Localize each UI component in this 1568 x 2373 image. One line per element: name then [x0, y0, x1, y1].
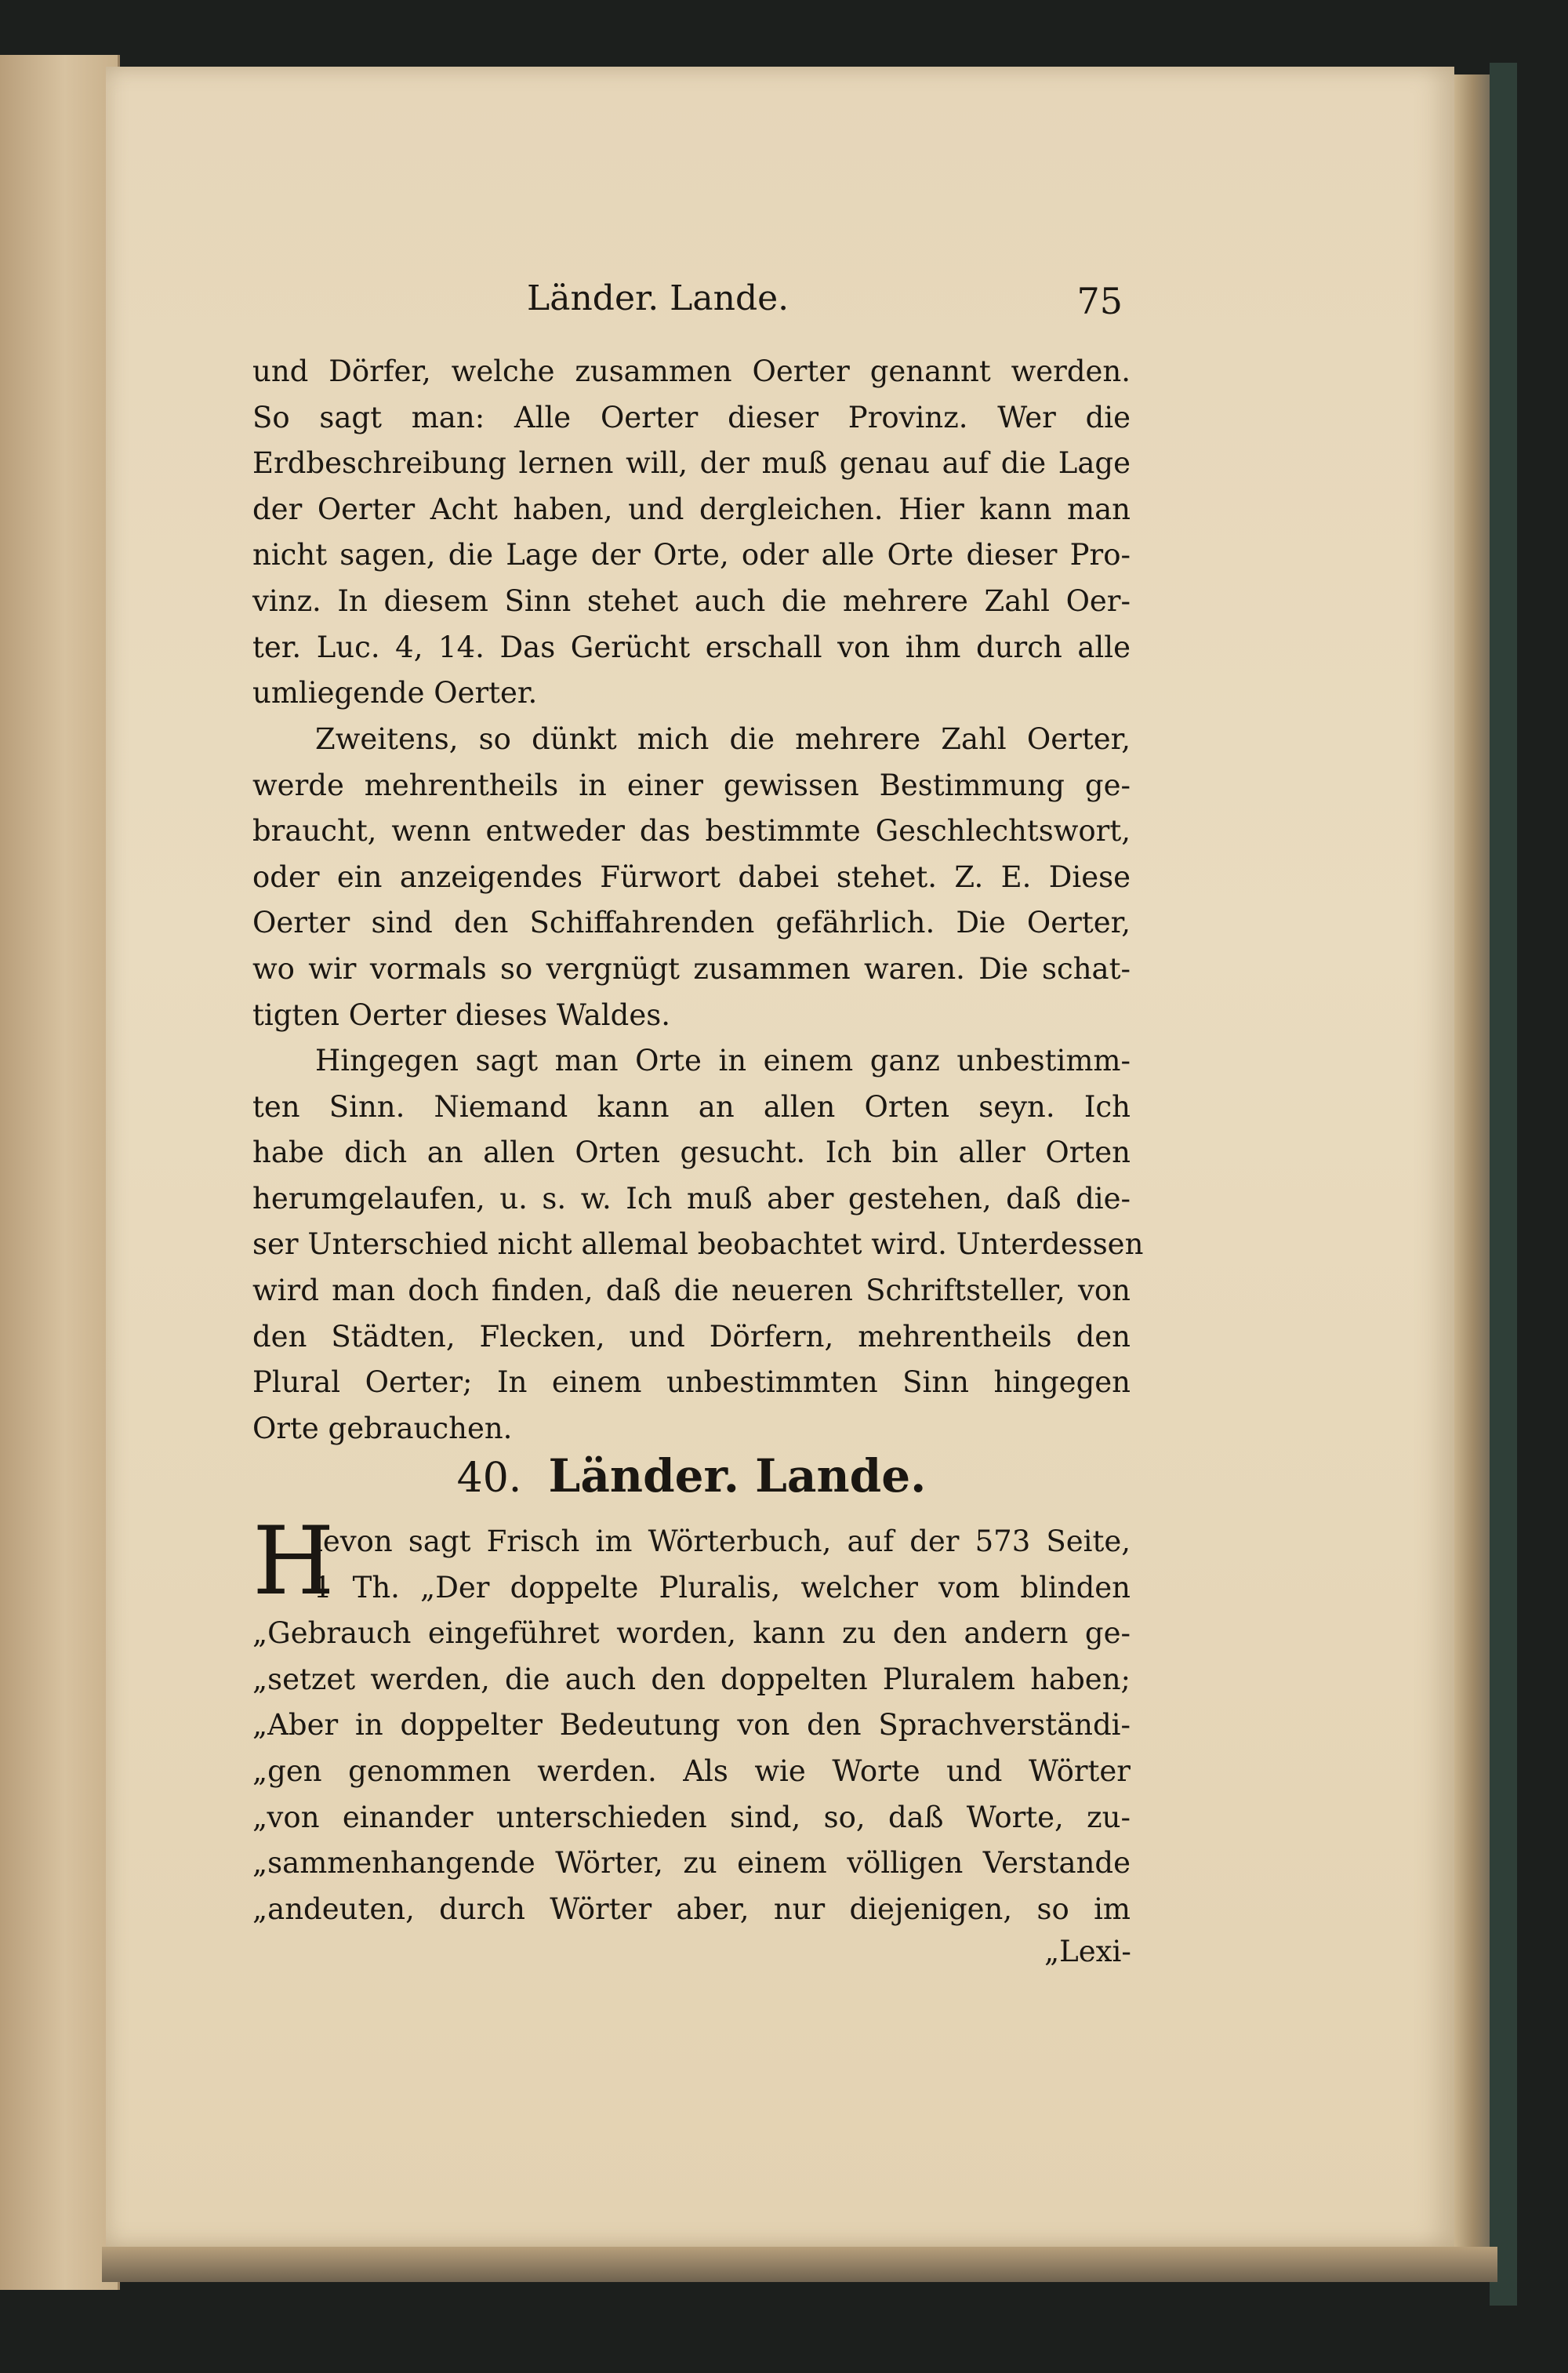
- section-number: 40.: [456, 1455, 522, 1502]
- text-line: wo wir vormals so vergnügt zusammen waren. Die schat-: [252, 951, 1131, 986]
- catchword: „Lexi-: [1044, 1935, 1131, 1968]
- text-line: „sammenhangende Wörter, zu einem völligen Verstande: [252, 1846, 1131, 1881]
- text-line: „Gebrauch eingeführet worden, kann zu den andern ge-: [252, 1616, 1131, 1651]
- paragraph-1: [252, 349, 1131, 717]
- text-line: vinz. In diesem Sinn stehet auch die mehrere Zahl Oer-: [252, 583, 1131, 618]
- section-heading: [252, 1449, 1131, 1503]
- text-line: ser Unterschied nicht allemal beobachtet wird. Unterdessen: [252, 1227, 1144, 1262]
- text-line: Zweitens, so dünkt mich die mehrere Zahl Oerter,: [315, 722, 1131, 756]
- page-bottom-edge: [102, 2247, 1497, 2282]
- text-line: den Städten, Flecken, und Dörfern, mehrentheils den: [252, 1319, 1131, 1354]
- text-line: 1 Th. „Der doppelte Pluralis, welcher vom blinden: [314, 1570, 1131, 1604]
- text-line: Hingegen sagt man Orte in einem ganz unbestimm-: [315, 1044, 1131, 1077]
- text-line: werde mehrentheils in einer gewissen Bestimmung ge-: [252, 768, 1131, 802]
- paragraph-4: [252, 1507, 1131, 1932]
- text-line: braucht, wenn entweder das bestimmte Geschlechtswort,: [252, 814, 1131, 849]
- text-line: Oerter sind den Schiffahrenden gefährlich. Die Oerter,: [252, 906, 1131, 940]
- paragraph-2: [252, 717, 1131, 1038]
- left-page-edge: [0, 55, 120, 2290]
- text-line: „setzet werden, die auch den doppelten Pluralem haben;: [252, 1662, 1131, 1696]
- text-line: habe dich an allen Orten gesucht. Ich bin aller Orten: [252, 1136, 1131, 1170]
- text-line: der Oerter Acht haben, und dergleichen. Hier kann man: [252, 492, 1131, 526]
- text-line: und Dörfer, welche zusammen Oerter genannt werden.: [252, 354, 1131, 388]
- text-line: wird man doch finden, daß die neueren Schriftsteller, von: [252, 1273, 1131, 1307]
- text-line: So sagt man: Alle Oerter dieser Provinz. Wer die: [252, 400, 1131, 434]
- text-line: „gen genommen werden. Als wie Worte und Wörter: [252, 1753, 1131, 1788]
- text-line: Plural Oerter; In einem unbestimmten Sinn hingegen: [252, 1365, 1131, 1400]
- text-line: „Aber in doppelter Bedeutung von den Sprachverständi-: [252, 1708, 1131, 1743]
- text-line: umliegende Oerter.: [252, 676, 538, 710]
- text-line: ievon sagt Frisch im Wörterbuch, auf der 573 Seite,: [314, 1524, 1131, 1558]
- running-header: [252, 263, 1123, 325]
- page-number: 75: [1076, 280, 1123, 322]
- text-line: Erdbeschreibung lernen will, der muß genau auf die Lage: [252, 446, 1131, 481]
- text-line: ter. Luc. 4, 14. Das Gerücht erschall von ihm durch alle: [252, 630, 1131, 664]
- text-line: tigten Oerter dieses Waldes.: [252, 998, 670, 1032]
- text-line: „andeuten, durch Wörter aber, nur diejenigen, so im: [252, 1891, 1131, 1926]
- text-line: herumgelaufen, u. s. w. Ich muß aber gestehen, daß die-: [252, 1181, 1131, 1216]
- text-line: Orte gebrauchen.: [252, 1411, 513, 1445]
- text-line: nicht sagen, die Lage der Orte, oder alle Orte dieser Pro-: [252, 538, 1131, 572]
- drop-cap: H: [252, 1507, 335, 1616]
- paragraph-3: [252, 1038, 1144, 1452]
- text-line: oder ein anzeigendes Fürwort dabei stehet. Z. E. Diese: [252, 859, 1131, 894]
- text-line: „von einander unterschieden sind, so, daß Worte, zu-: [252, 1800, 1131, 1834]
- section-title: Länder. Lande.: [548, 1449, 927, 1503]
- book-cover-edge: [1490, 63, 1517, 2306]
- text-line: ten Sinn. Niemand kann an allen Orten seyn. Ich: [252, 1089, 1131, 1124]
- running-title: Länder. Lande.: [527, 278, 789, 318]
